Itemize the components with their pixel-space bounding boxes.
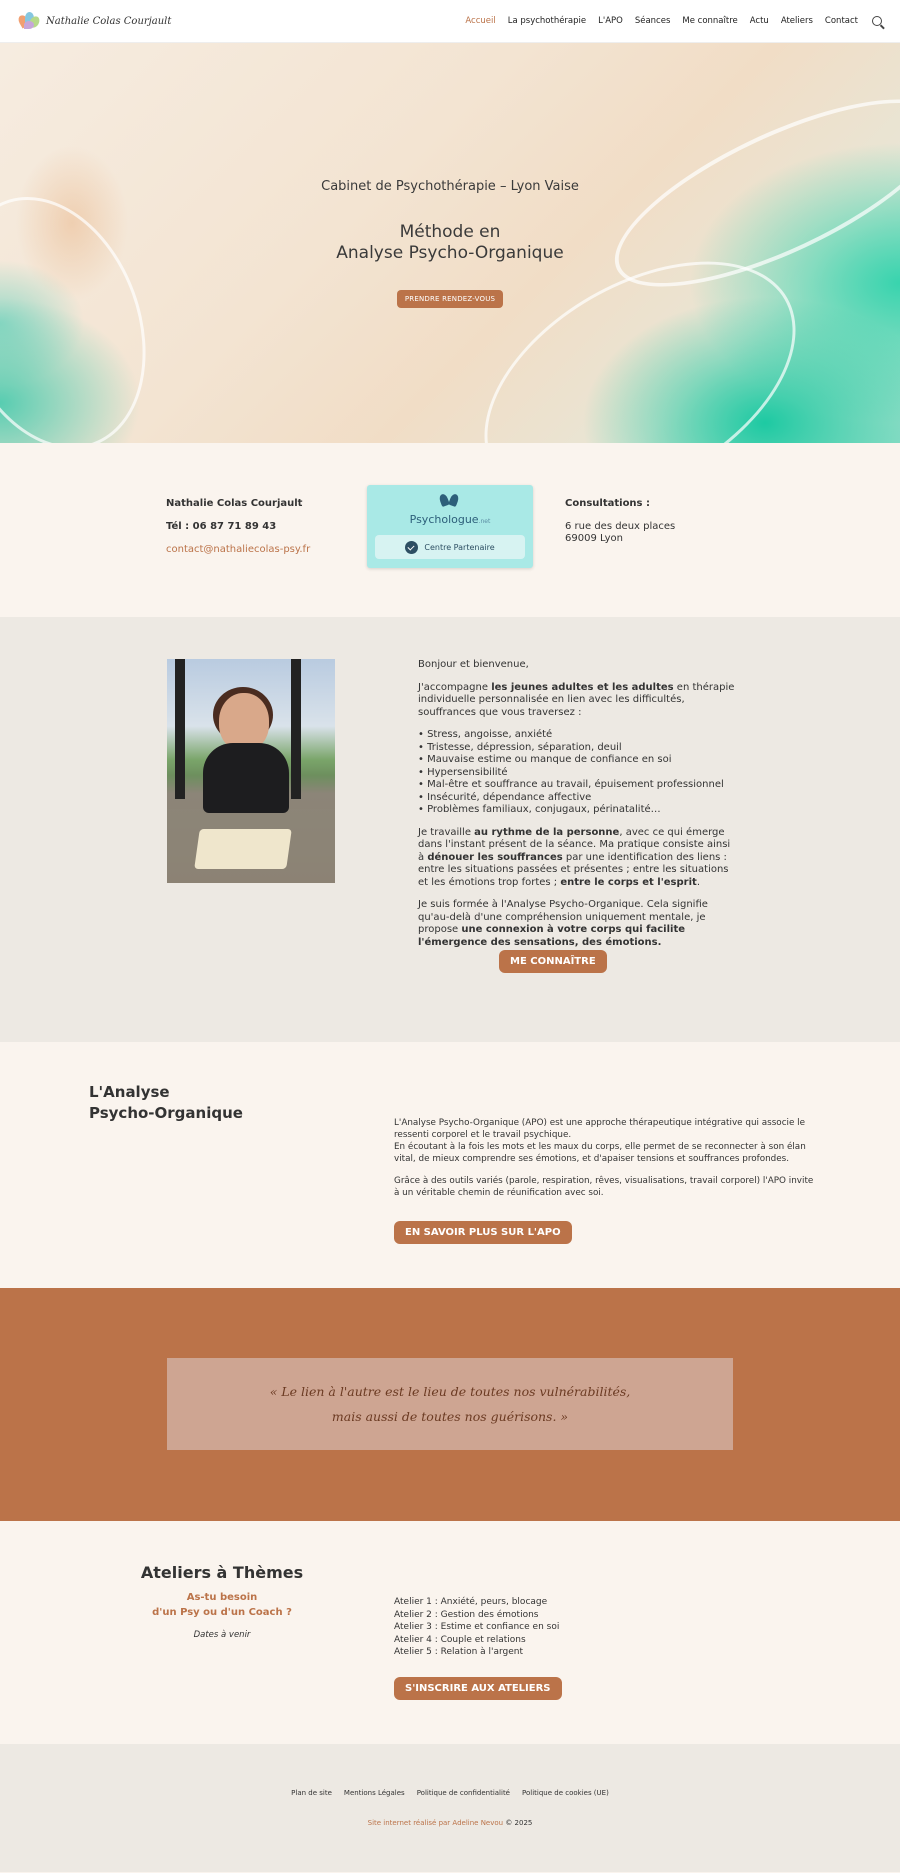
apo-title (89, 1082, 243, 1124)
nav-item-ateliers[interactable]: Ateliers (780, 16, 813, 26)
question-line: d'un Psy ou d'un Coach ? (152, 1607, 292, 1618)
footer-credit (0, 1819, 900, 1827)
footer-link-privacy[interactable]: Politique de confidentialité (416, 1789, 510, 1797)
book-appointment-button[interactable]: PRENDRE RENDEZ-VOUS (397, 290, 503, 308)
hero-title-line: Méthode en (399, 222, 501, 242)
ateliers-list (394, 1596, 559, 1659)
list-item: • Stress, angoisse, anxiété (418, 729, 736, 742)
butterfly-icon (439, 494, 459, 510)
text-bold: dénouer les souffrances (427, 851, 563, 863)
credit-link[interactable]: Site internet réalisé par Adeline Nevou (367, 1819, 504, 1827)
list-item: • Insécurité, dépendance affective (418, 792, 736, 805)
text-bold: entre le corps et l'esprit (560, 876, 697, 888)
phone-link[interactable]: Tél : 06 87 71 89 43 (166, 521, 277, 532)
quote-line: « Le lien à l'autre est le lieu de toutes nos vulnérabilités, (269, 1384, 631, 1399)
badge-partner-label: Centre Partenaire (424, 542, 495, 552)
list-item: • Problèmes familiaux, conjugaux, périnatalité… (418, 804, 736, 817)
badge-brand-name: Psychologue (409, 513, 479, 526)
search-icon[interactable] (872, 16, 882, 26)
text-span: Je travaille (418, 826, 475, 838)
list-item: • Mauvaise estime ou manque de confiance en soi (418, 754, 736, 767)
difficulties-list (418, 729, 736, 817)
nav-item-contact[interactable]: Contact (824, 16, 858, 26)
me-connaitre-button[interactable]: ME CONNAÎTRE (499, 950, 607, 973)
butterfly-logo-icon (18, 10, 40, 32)
text-bold: au rythme de la personne (474, 826, 620, 838)
consultations-label: Consultations : (565, 498, 650, 509)
text-span: . (696, 876, 700, 888)
nav-item-me-connaitre[interactable]: Me connaître (682, 16, 738, 26)
nav-item-actu[interactable]: Actu (749, 16, 769, 26)
list-item: Atelier 2 : Gestion des émotions (394, 1609, 539, 1620)
apo-paragraph (394, 1117, 814, 1165)
footer-link-sitemap[interactable]: Plan de site (291, 1789, 332, 1797)
method-paragraph (418, 827, 736, 890)
apo-paragraph: Grâce à des outils variés (parole, respiration, rêves, visualisations, travail corporel) l'APO invite à un véritable chemin de réunification avec soi. (394, 1176, 814, 1198)
hero-title-line: Analyse Psycho-Organique (336, 243, 564, 263)
badge-brand (367, 513, 533, 526)
list-item: Atelier 5 : Relation à l'argent (394, 1647, 524, 1657)
site-header (0, 0, 900, 43)
therapist-name: Nathalie Colas Courjault (166, 498, 303, 509)
apo-title-line: L'Analyse (89, 1083, 170, 1101)
text-bold: les jeunes adultes et les adultes (491, 681, 674, 693)
list-item: Atelier 4 : Couple et relations (394, 1634, 526, 1645)
text-span: en thérapie individuelle personnalisée en lien avec les difficultés, souffrances que vous traversez : (418, 681, 735, 718)
hero-title (0, 222, 900, 264)
list-item: • Hypersensibilité (418, 767, 736, 780)
footer-link-cookies[interactable]: Politique de cookies (UE) (522, 1789, 609, 1797)
site-logo[interactable] (18, 10, 171, 32)
quote-line: mais aussi de toutes nos guérisons. » (331, 1409, 569, 1424)
text-span: par une identification des liens : entre les situations passées et présentes ; entre les situations et les émotions trop fortes ; (418, 851, 729, 888)
question-line: As-tu besoin (186, 1592, 258, 1603)
intro-paragraph (418, 682, 736, 720)
hero-section (0, 43, 900, 443)
quote-box (167, 1358, 733, 1450)
site-footer (0, 1744, 900, 1872)
list-item: • Tristesse, dépression, séparation, deuil (418, 742, 736, 755)
training-paragraph (418, 899, 736, 949)
ateliers-question (130, 1590, 314, 1620)
hero-content (0, 179, 900, 308)
learn-more-apo-button[interactable]: EN SAVOIR PLUS SUR L'APO (394, 1221, 572, 1244)
text-span: J'accompagne (418, 681, 492, 693)
apo-text (394, 1117, 814, 1209)
nav-item-apo[interactable]: L'APO (598, 16, 623, 26)
logo-text: Nathalie Colas Courjault (46, 15, 172, 27)
text-span: L'Analyse Psycho-Organique (APO) est une approche thérapeutique intégrative qui associe le ressenti corporel et le travail psychique. (394, 1118, 806, 1140)
therapist-portrait (167, 659, 335, 883)
apo-title-line: Psycho-Organique (89, 1104, 243, 1122)
text-span: En écoutant à la fois les mots et les maux du corps, elle permet de se reconnecter à son élan vital, de mieux comprendre ses émotions, et d'apaiser tensions et souffrances profondes. (394, 1142, 806, 1164)
badge-brand-suffix: .net (478, 518, 491, 525)
text-bold: une connexion à votre corps qui facilite l'émergence des sensations, des émotions. (418, 924, 686, 948)
contact-info (166, 498, 310, 555)
email-link[interactable]: contact@nathaliecolas-psy.fr (166, 544, 311, 555)
psychologue-partner-badge[interactable] (367, 485, 533, 568)
quote-section (0, 1288, 900, 1521)
contact-section (0, 443, 900, 617)
consultation-address (565, 498, 675, 545)
copyright-year: © 2025 (503, 1819, 533, 1827)
hero-subtitle: Cabinet de Psychothérapie – Lyon Vaise (321, 179, 579, 194)
nav-item-seances[interactable]: Séances (634, 16, 671, 26)
footer-link-legal[interactable]: Mentions Légales (343, 1789, 405, 1797)
address-line: 6 rue des deux places (565, 521, 676, 532)
about-text (418, 659, 736, 959)
apo-section (0, 1042, 900, 1288)
list-item: Atelier 3 : Estime et confiance en soi (394, 1622, 560, 1632)
ateliers-title: Ateliers à Thèmes (140, 1563, 304, 1582)
text-span: Je suis formée à l'Analyse Psycho-Organique. Cela signifie qu'au-delà d'une compréhension uniquement mentale, je propose (418, 899, 708, 935)
nav-item-accueil[interactable]: Accueil (465, 16, 496, 26)
text-span: , avec ce qui émerge dans l'instant présent de la séance. Ma pratique consiste ainsi à (418, 826, 731, 863)
badge-partner-pill (375, 535, 525, 559)
about-section (0, 617, 900, 1042)
address (565, 521, 675, 545)
address-line: 69009 Lyon (565, 533, 624, 544)
ateliers-dates: Dates à venir (193, 1630, 251, 1640)
greeting: Bonjour et bienvenue, (418, 659, 529, 670)
ateliers-heading (130, 1563, 314, 1640)
nav-item-psychotherapie[interactable]: La psychothérapie (507, 16, 587, 26)
main-nav (465, 16, 882, 26)
check-icon (405, 541, 418, 554)
footer-links (0, 1789, 900, 1797)
list-item: • Mal-être et souffrance au travail, épuisement professionnel (418, 779, 736, 792)
ateliers-section (0, 1521, 900, 1744)
list-item: Atelier 1 : Anxiété, peurs, blocage (394, 1597, 548, 1607)
register-ateliers-button[interactable]: S'INSCRIRE AUX ATELIERS (394, 1677, 562, 1700)
